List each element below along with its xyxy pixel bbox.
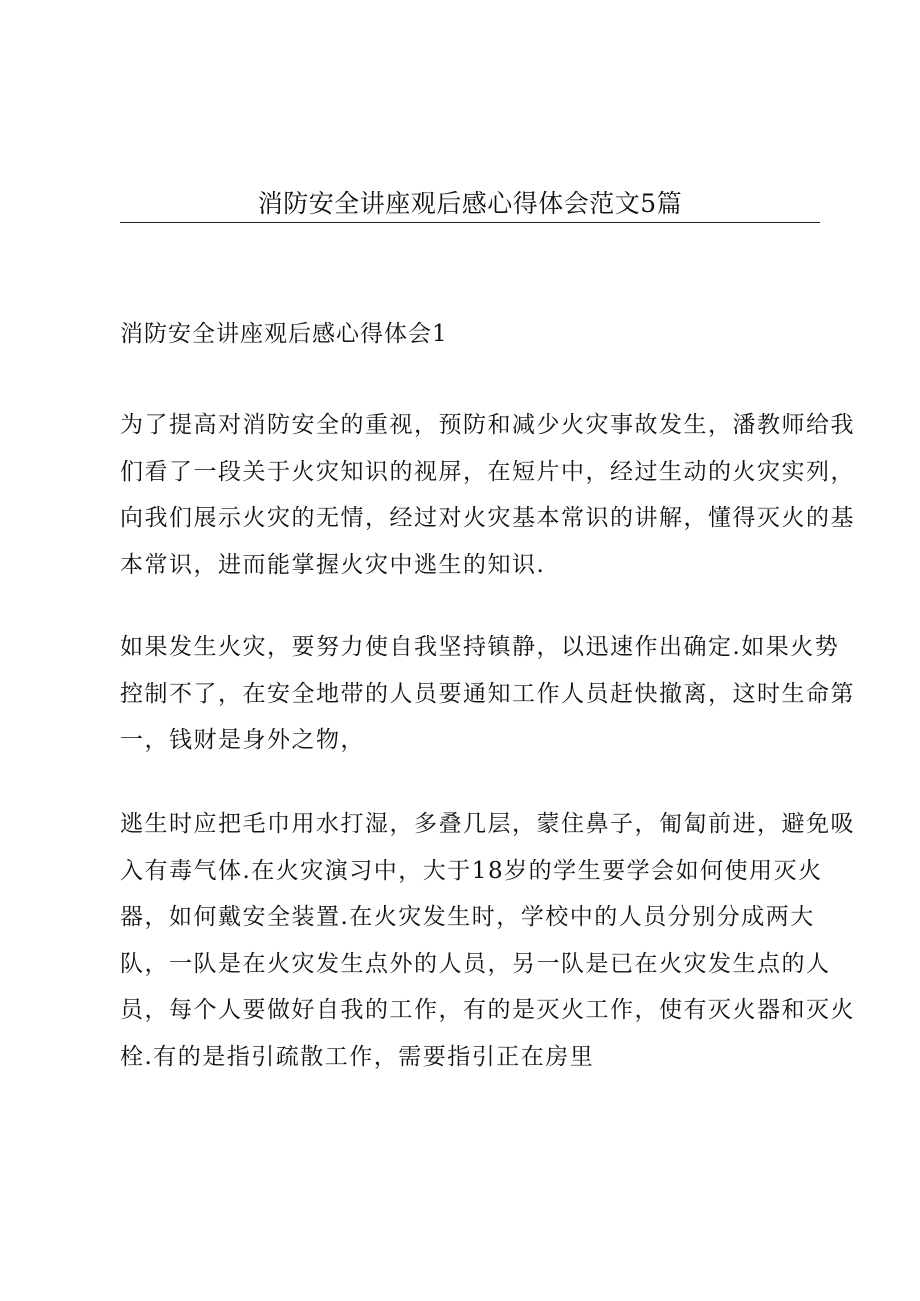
paragraph-line: 栓.有的是指引疏散工作，需要指引正在房里	[120, 1043, 595, 1070]
paragraph-line: 逃生时应把毛巾用水打湿，多叠几层，蒙住鼻子，匍匐前进，避免吸	[120, 811, 855, 837]
paragraph-line: 们看了一段关于火灾知识的视屏，在短片中，经过生动的火灾实列，	[120, 458, 855, 485]
paragraph-2	[120, 624, 855, 764]
paragraph-line: 入有毒气体.在火灾演习中，大于18岁的学生要学会如何使用灭火	[120, 857, 823, 884]
paragraph-line: 控制不了，在安全地带的人员要通知工作人员赶快撤离，这时生命第	[120, 680, 855, 707]
title-underline	[120, 222, 820, 223]
paragraph-line: 员，每个人要做好自我的工作，有的是灭火工作，使有灭火器和灭火	[120, 997, 855, 1023]
paragraph-1	[120, 402, 855, 588]
section-heading: 消防安全讲座观后感心得体会1	[120, 321, 448, 347]
paragraph-line: 一，钱财是身外之物，	[120, 727, 365, 753]
document-title: 消防安全讲座观后感心得体会范文5篇	[257, 189, 683, 218]
paragraph-line: 队，一队是在火灾发生点外的人员，另一队是已在火灾发生点的人	[120, 950, 831, 977]
paragraph-line: 为了提高对消防安全的重视，预防和减少火灾事故发生，潘教师给我	[120, 412, 855, 438]
paragraph-line: 本常识，进而能掌握火灾中逃生的知识.	[120, 551, 546, 578]
paragraph-line: 器，如何戴安全装置.在火灾发生时，学校中的人员分别分成两大	[120, 904, 815, 930]
paragraph-line: 如果发生火灾，要努力使自我坚持镇静，以迅速作出确定.如果火势	[120, 634, 840, 660]
paragraph-3	[120, 801, 855, 1080]
paragraph-line: 向我们展示火灾的无情，经过对火灾基本常识的讲解，懂得灭火的基	[120, 505, 855, 531]
